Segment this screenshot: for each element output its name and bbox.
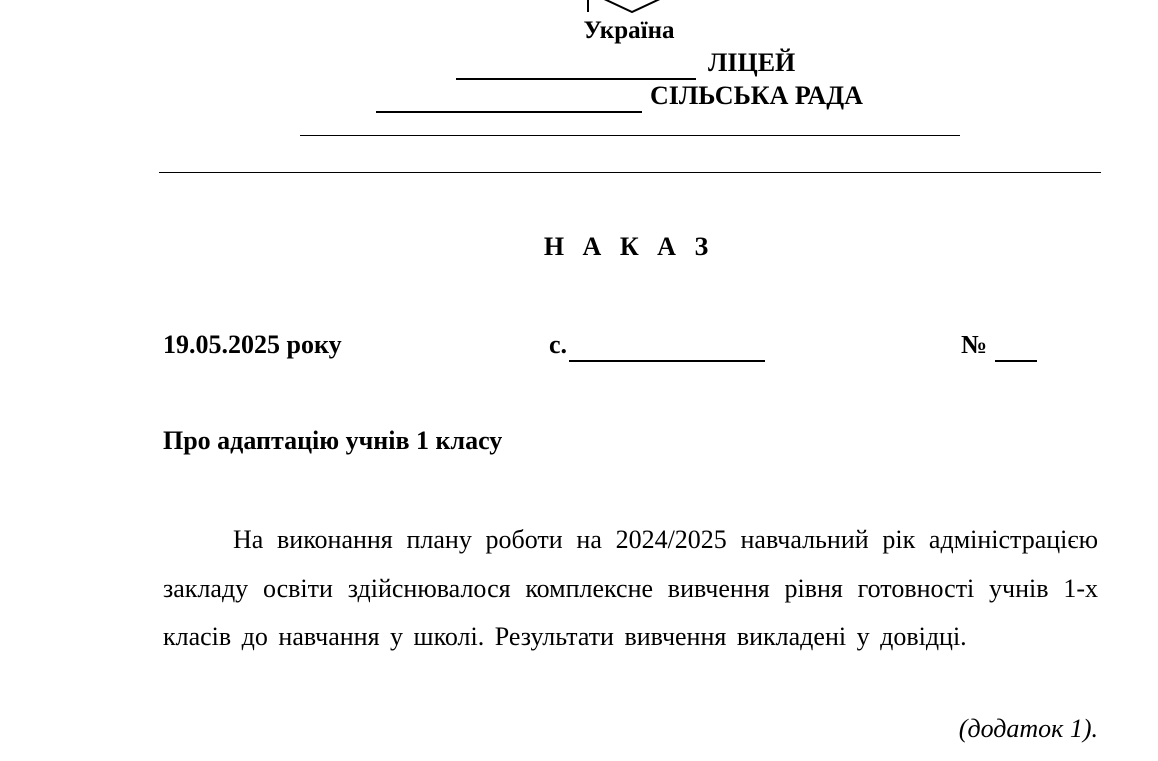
institution-type: ЛІЦЕЙ — [708, 48, 796, 77]
coat-of-arms-emblem — [586, 0, 666, 14]
country-name: Україна — [583, 17, 675, 44]
document-title: Н А К А З — [543, 232, 715, 261]
council-line — [376, 79, 863, 113]
place-prefix: с. — [549, 330, 568, 359]
appendix-reference: (додаток 1). — [958, 714, 1098, 743]
header-divider-long — [159, 172, 1101, 173]
order-number — [961, 328, 1037, 362]
header-divider-short — [300, 135, 960, 136]
number-prefix: № — [961, 330, 988, 359]
place-blank — [569, 334, 765, 362]
institution-name-blank — [456, 52, 696, 80]
body-paragraph: На виконання плану роботи на 2024/2025 навчальний рік адміністрацією закладу освіти здійснювалося комплексне вивчення рівня готовності учнів 1-х класів до навчання у школі. Результати вивчення викладені у довідці. — [163, 525, 1098, 651]
order-date: 19.05.2025 року — [163, 330, 342, 359]
order-body — [163, 516, 1098, 662]
order-place — [549, 328, 765, 362]
council-name-blank — [376, 85, 642, 113]
order-subject: Про адаптацію учнів 1 класу — [163, 426, 503, 455]
council-type: СІЛЬСЬКА РАДА — [650, 81, 863, 110]
number-blank — [995, 334, 1037, 362]
institution-line — [456, 46, 795, 80]
